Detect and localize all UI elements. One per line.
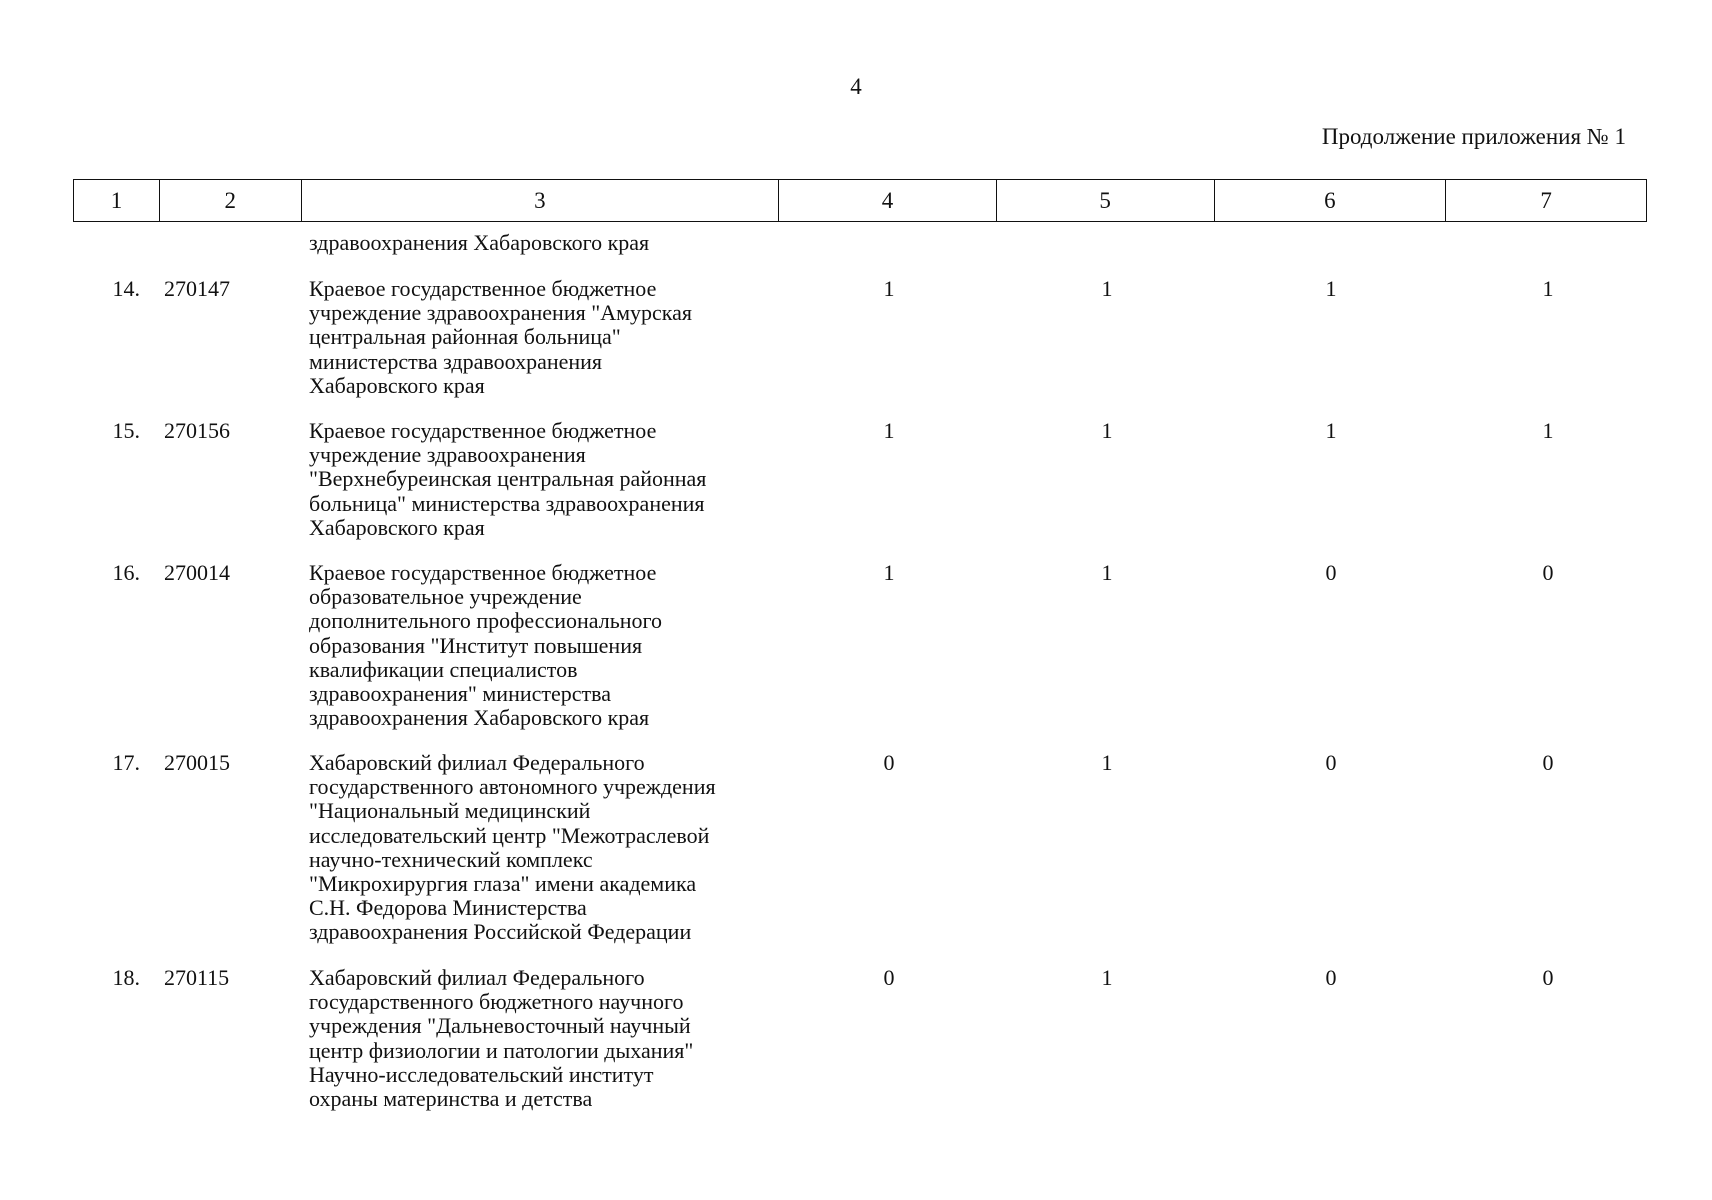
header-col-7: 7 (1540, 187, 1552, 213)
row-name (309, 751, 716, 945)
row-number: 16. (112, 560, 140, 585)
header-col-4: 4 (779, 180, 997, 221)
row-col-6: 0 (1325, 560, 1337, 585)
carryover-text: здравоохранения Хабаровского края (309, 230, 650, 255)
row-name-line: Краевое государственное бюджетное (309, 276, 657, 301)
row-name-line: здравоохранения Хабаровского края (309, 705, 650, 731)
row-code: 270015 (164, 750, 230, 775)
row-name-line: Хабаровский филиал Федерального (309, 965, 645, 990)
header-col-1: 1 (74, 180, 160, 221)
row-number: 17. (112, 750, 140, 775)
row-name-line: Краевое государственное бюджетное (309, 560, 657, 585)
row-number: 14. (112, 276, 140, 301)
row-name-line: "Микрохирургия глаза" имени академика (309, 871, 697, 897)
row-col-6: 0 (1325, 750, 1337, 775)
row-name-line: учреждения "Дальневосточный научный (309, 1013, 691, 1039)
row-col-5: 1 (1101, 750, 1113, 775)
row-number: 15. (112, 418, 140, 443)
row-name-line: центр физиологии и патологии дыхания" (309, 1037, 694, 1063)
row-name-line: квалификации специалистов (309, 656, 578, 682)
row-name-line: научно-технический комплекс (309, 846, 593, 872)
row-name-line: учреждение здравоохранения "Амурская (309, 300, 693, 326)
row-name-line: охраны материнства и детства (309, 1086, 593, 1112)
row-col-5: 1 (1101, 276, 1113, 301)
row-name-line: Хабаровского края (309, 372, 485, 398)
row-name-line: образовательное учреждение (309, 584, 582, 610)
row-code: 270147 (164, 276, 230, 301)
row-col-6: 0 (1325, 965, 1337, 990)
row-col-7: 0 (1542, 750, 1554, 775)
row-col-4: 1 (883, 276, 895, 301)
row-col-5: 1 (1101, 560, 1113, 585)
header-col-3: 3 (302, 180, 779, 221)
row-col-4: 1 (883, 418, 895, 443)
table-header (73, 179, 1647, 222)
row-name-line: Хабаровского края (309, 514, 485, 540)
continuation-title: Продолжение приложения № 1 (1321, 124, 1626, 149)
row-name-line: государственного автономного учреждения (309, 774, 716, 800)
row-col-7: 1 (1542, 276, 1554, 301)
row-name-line: "Верхнебуреинская центральная районная (309, 466, 707, 492)
row-name (309, 277, 692, 398)
row-col-5: 1 (1101, 418, 1113, 443)
row-name-line: учреждение здравоохранения (309, 442, 586, 468)
row-name (309, 966, 693, 1111)
row-col-4: 1 (883, 560, 895, 585)
row-name-line: исследовательский центр "Межотраслевой (309, 822, 710, 848)
row-code: 270115 (164, 965, 230, 990)
row-name-line: образования "Институт повышения (309, 632, 643, 658)
row-number: 18. (112, 965, 140, 990)
row-name-line: Краевое государственное бюджетное (309, 418, 657, 443)
row-name-line: больница" министерства здравоохранения (309, 490, 705, 516)
row-col-7: 0 (1542, 965, 1554, 990)
row-name-line: здравоохранения Российской Федерации (309, 919, 692, 945)
row-name (309, 561, 662, 730)
row-name-line: министерства здравоохранения (309, 348, 603, 374)
row-name-line: здравоохранения" министерства (309, 681, 612, 707)
row-col-7: 1 (1542, 418, 1554, 443)
page-number: 4 (850, 74, 862, 99)
row-name-line: дополнительного профессионального (309, 608, 662, 634)
row-col-6: 1 (1325, 276, 1337, 301)
row-name-line: центральная районная больница" (309, 324, 621, 350)
row-col-5: 1 (1101, 965, 1113, 990)
row-code: 270014 (164, 560, 230, 585)
header-col-6: 6 (1215, 180, 1447, 221)
row-col-4: 0 (883, 965, 895, 990)
row-code: 270156 (164, 418, 230, 443)
row-name-line: Научно-исследовательский институт (309, 1061, 654, 1087)
row-name-line: государственного бюджетного научного (309, 989, 684, 1015)
header-col-2: 2 (160, 180, 302, 221)
header-col-5: 5 (997, 180, 1215, 221)
row-name-line: "Национальный медицинский (309, 798, 591, 824)
row-col-6: 1 (1325, 418, 1337, 443)
row-col-7: 0 (1542, 560, 1554, 585)
row-name-line: Хабаровский филиал Федерального (309, 750, 645, 775)
row-name (309, 419, 706, 540)
row-col-4: 0 (883, 750, 895, 775)
row-name-line: С.Н. Федорова Министерства (309, 895, 587, 921)
